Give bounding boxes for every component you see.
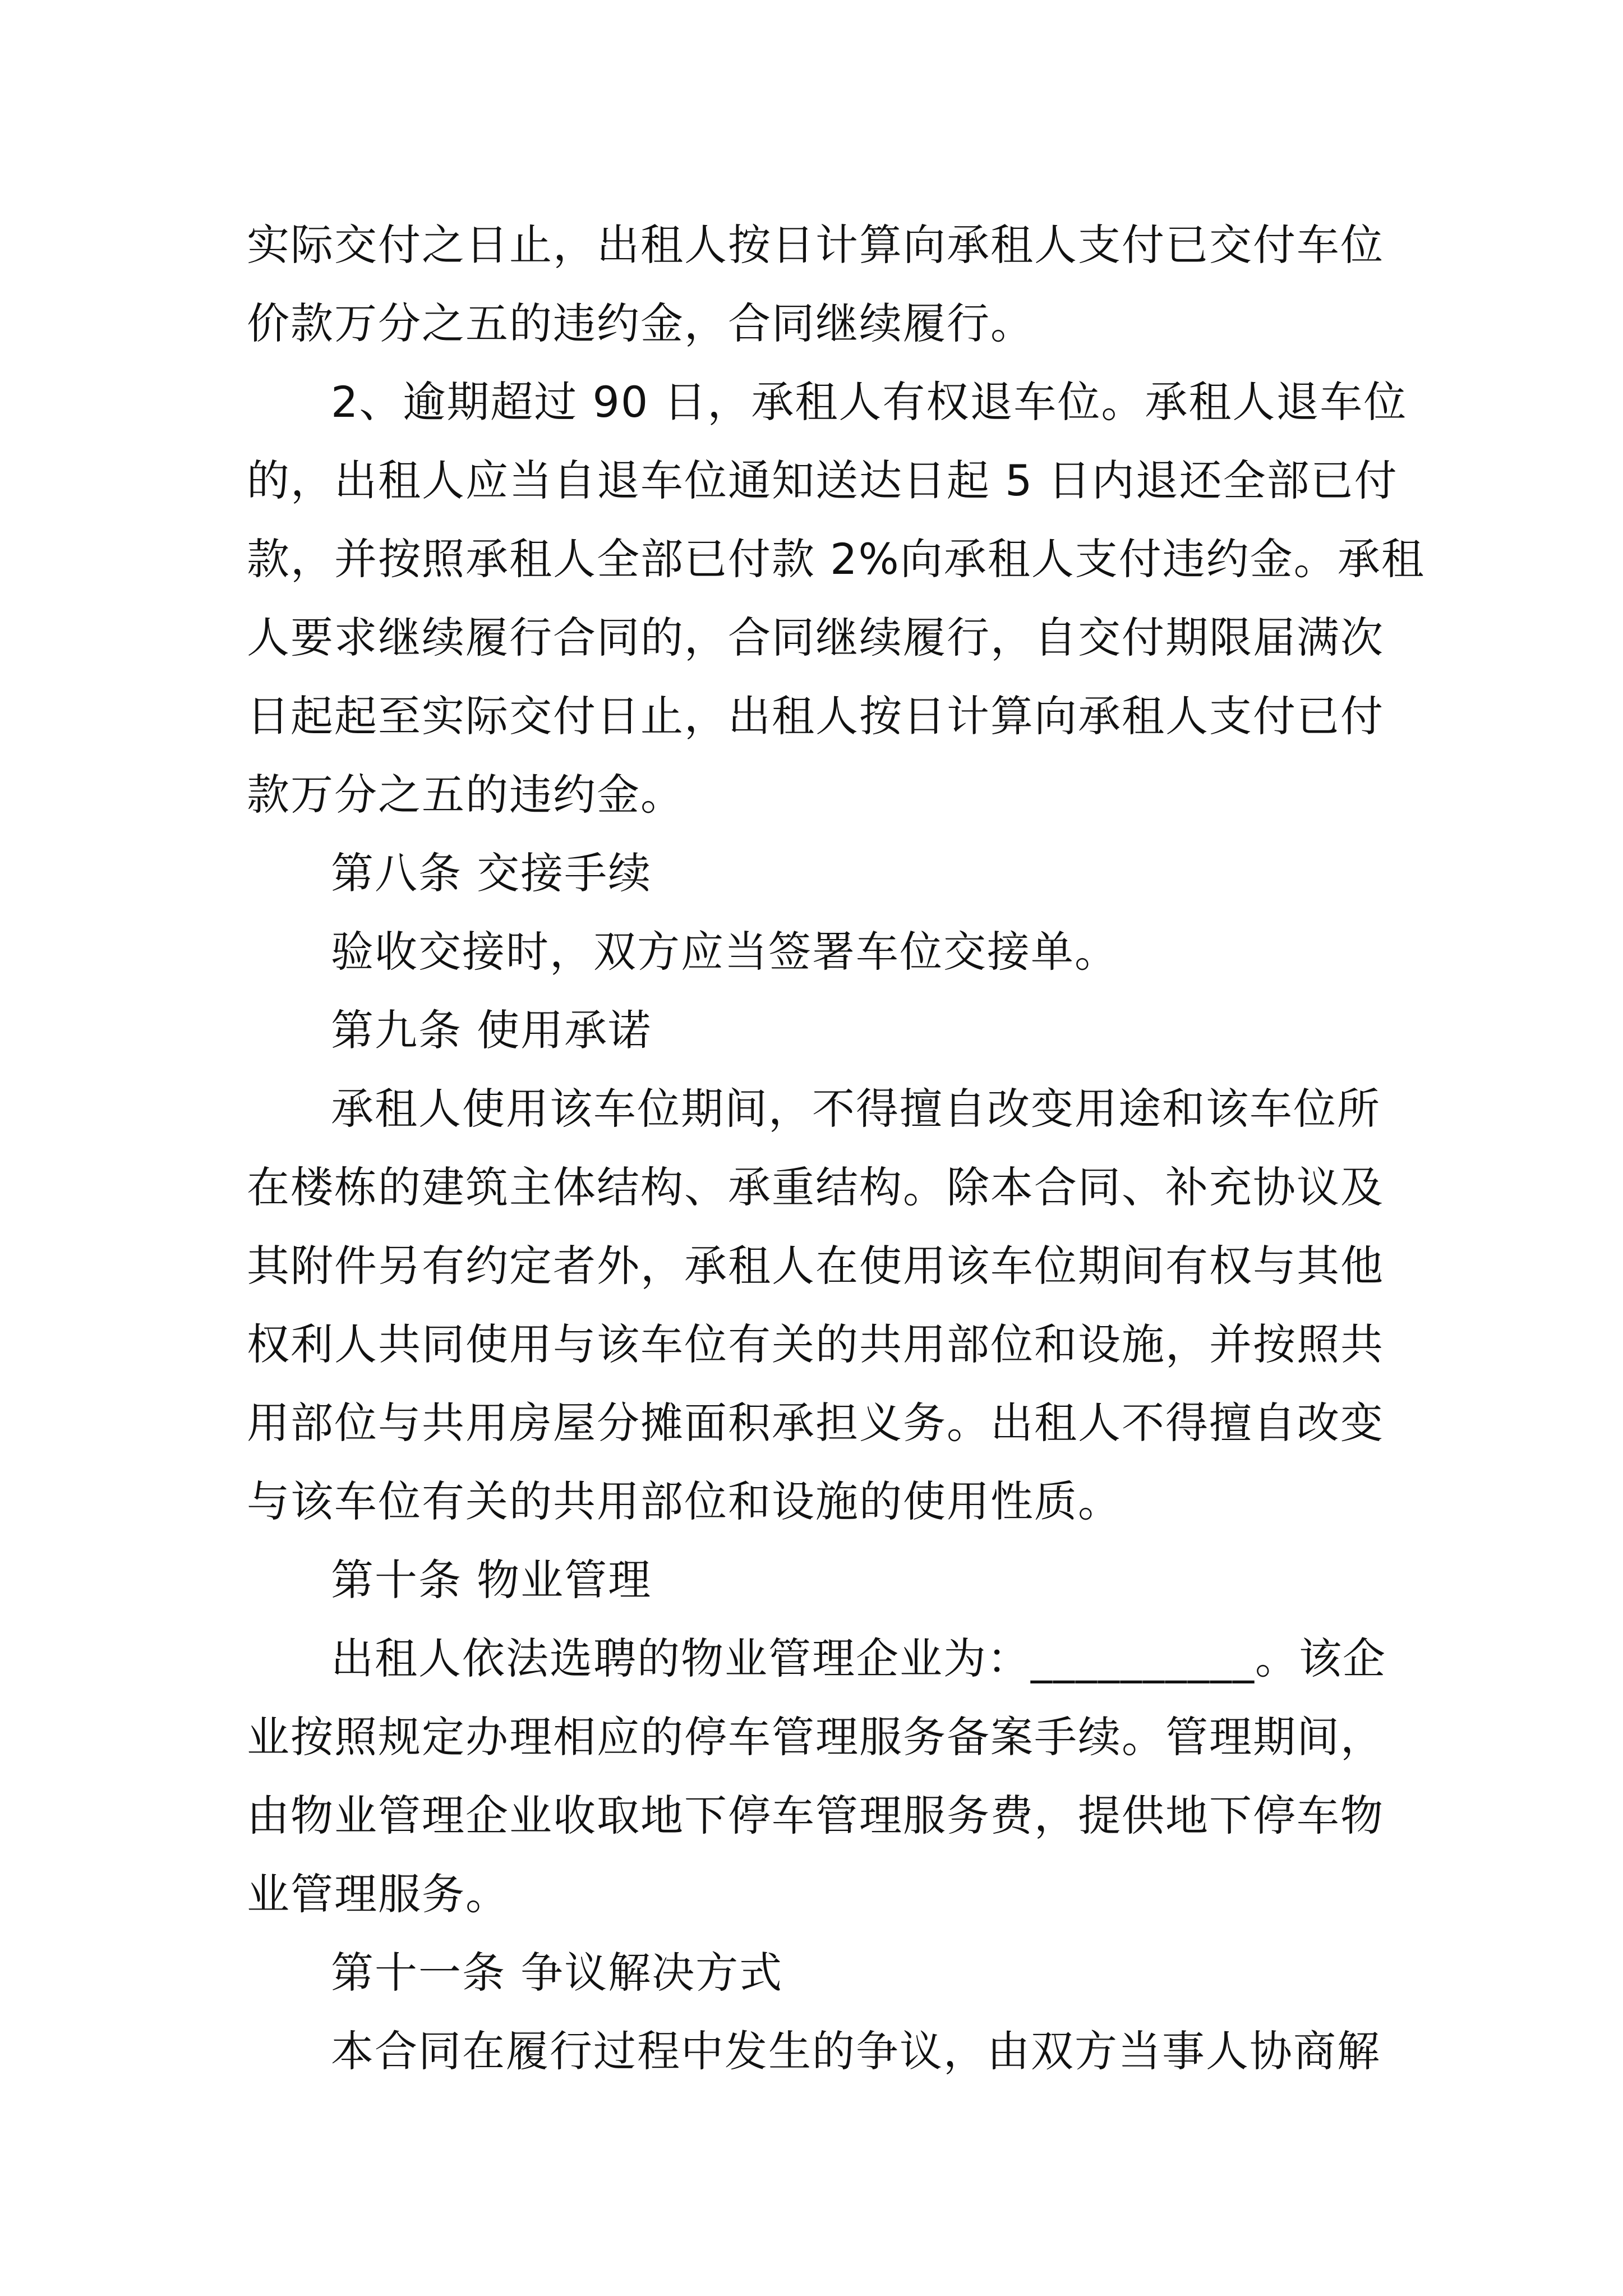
text-line: 2、逾期超过 90 日，承租人有权退车位。承租人退车位 <box>331 377 1408 427</box>
text-line: 款万分之五的违约金。 <box>247 770 684 820</box>
section-heading: 第十一条 争议解决方式 <box>331 1948 783 1998</box>
text-line: 业按照规定办理相应的停车管理服务备案手续。管理期间， <box>247 1712 1384 1762</box>
text-line: 与该车位有关的共用部位和设施的使用性质。 <box>247 1476 1122 1526</box>
text-line: 承租人使用该车位期间，不得擅自改变用途和该车位所 <box>331 1084 1381 1134</box>
text-line: 的，出租人应当自退车位通知送达日起 5 日内退还全部已付 <box>247 455 1398 505</box>
text-line: 在楼栋的建筑主体结构、承重结构。除本合同、补充协议及 <box>247 1162 1384 1212</box>
text-line: 业管理服务。 <box>247 1869 509 1919</box>
text-line: 由物业管理企业收取地下停车管理服务费，提供地下停车物 <box>247 1791 1384 1841</box>
text-line: 其附件另有约定者外，承租人在使用该车位期间有权与其他 <box>247 1241 1384 1291</box>
text-line: 本合同在履行过程中发生的争议，由双方当事人协商解 <box>331 2026 1381 2076</box>
section-heading: 第十条 物业管理 <box>331 1555 652 1605</box>
text-line: 款，并按照承租人全部已付款 2%向承租人支付违约金。承租 <box>247 534 1425 584</box>
text-line: 日起起至实际交付日止，出租人按日计算向承租人支付已付 <box>247 691 1384 741</box>
text-line: 价款万分之五的违约金，合同继续履行。 <box>247 298 1034 348</box>
text-line: 出租人依法选聘的物业管理企业为：__________。该企 <box>331 1634 1386 1683</box>
text-line: 实际交付之日止，出租人按日计算向承租人支付已交付车位 <box>247 220 1384 270</box>
section-heading: 第九条 使用承诺 <box>331 1005 652 1055</box>
text-line: 人要求继续履行合同的，合同继续履行，自交付期限届满次 <box>247 613 1384 662</box>
text-line: 用部位与共用房屋分摊面积承担义务。出租人不得擅自改变 <box>247 1398 1384 1448</box>
text-line: 验收交接时，双方应当签署车位交接单。 <box>331 927 1118 977</box>
section-heading: 第八条 交接手续 <box>331 848 652 898</box>
text-line: 权利人共同使用与该车位有关的共用部位和设施，并按照共 <box>247 1319 1384 1369</box>
